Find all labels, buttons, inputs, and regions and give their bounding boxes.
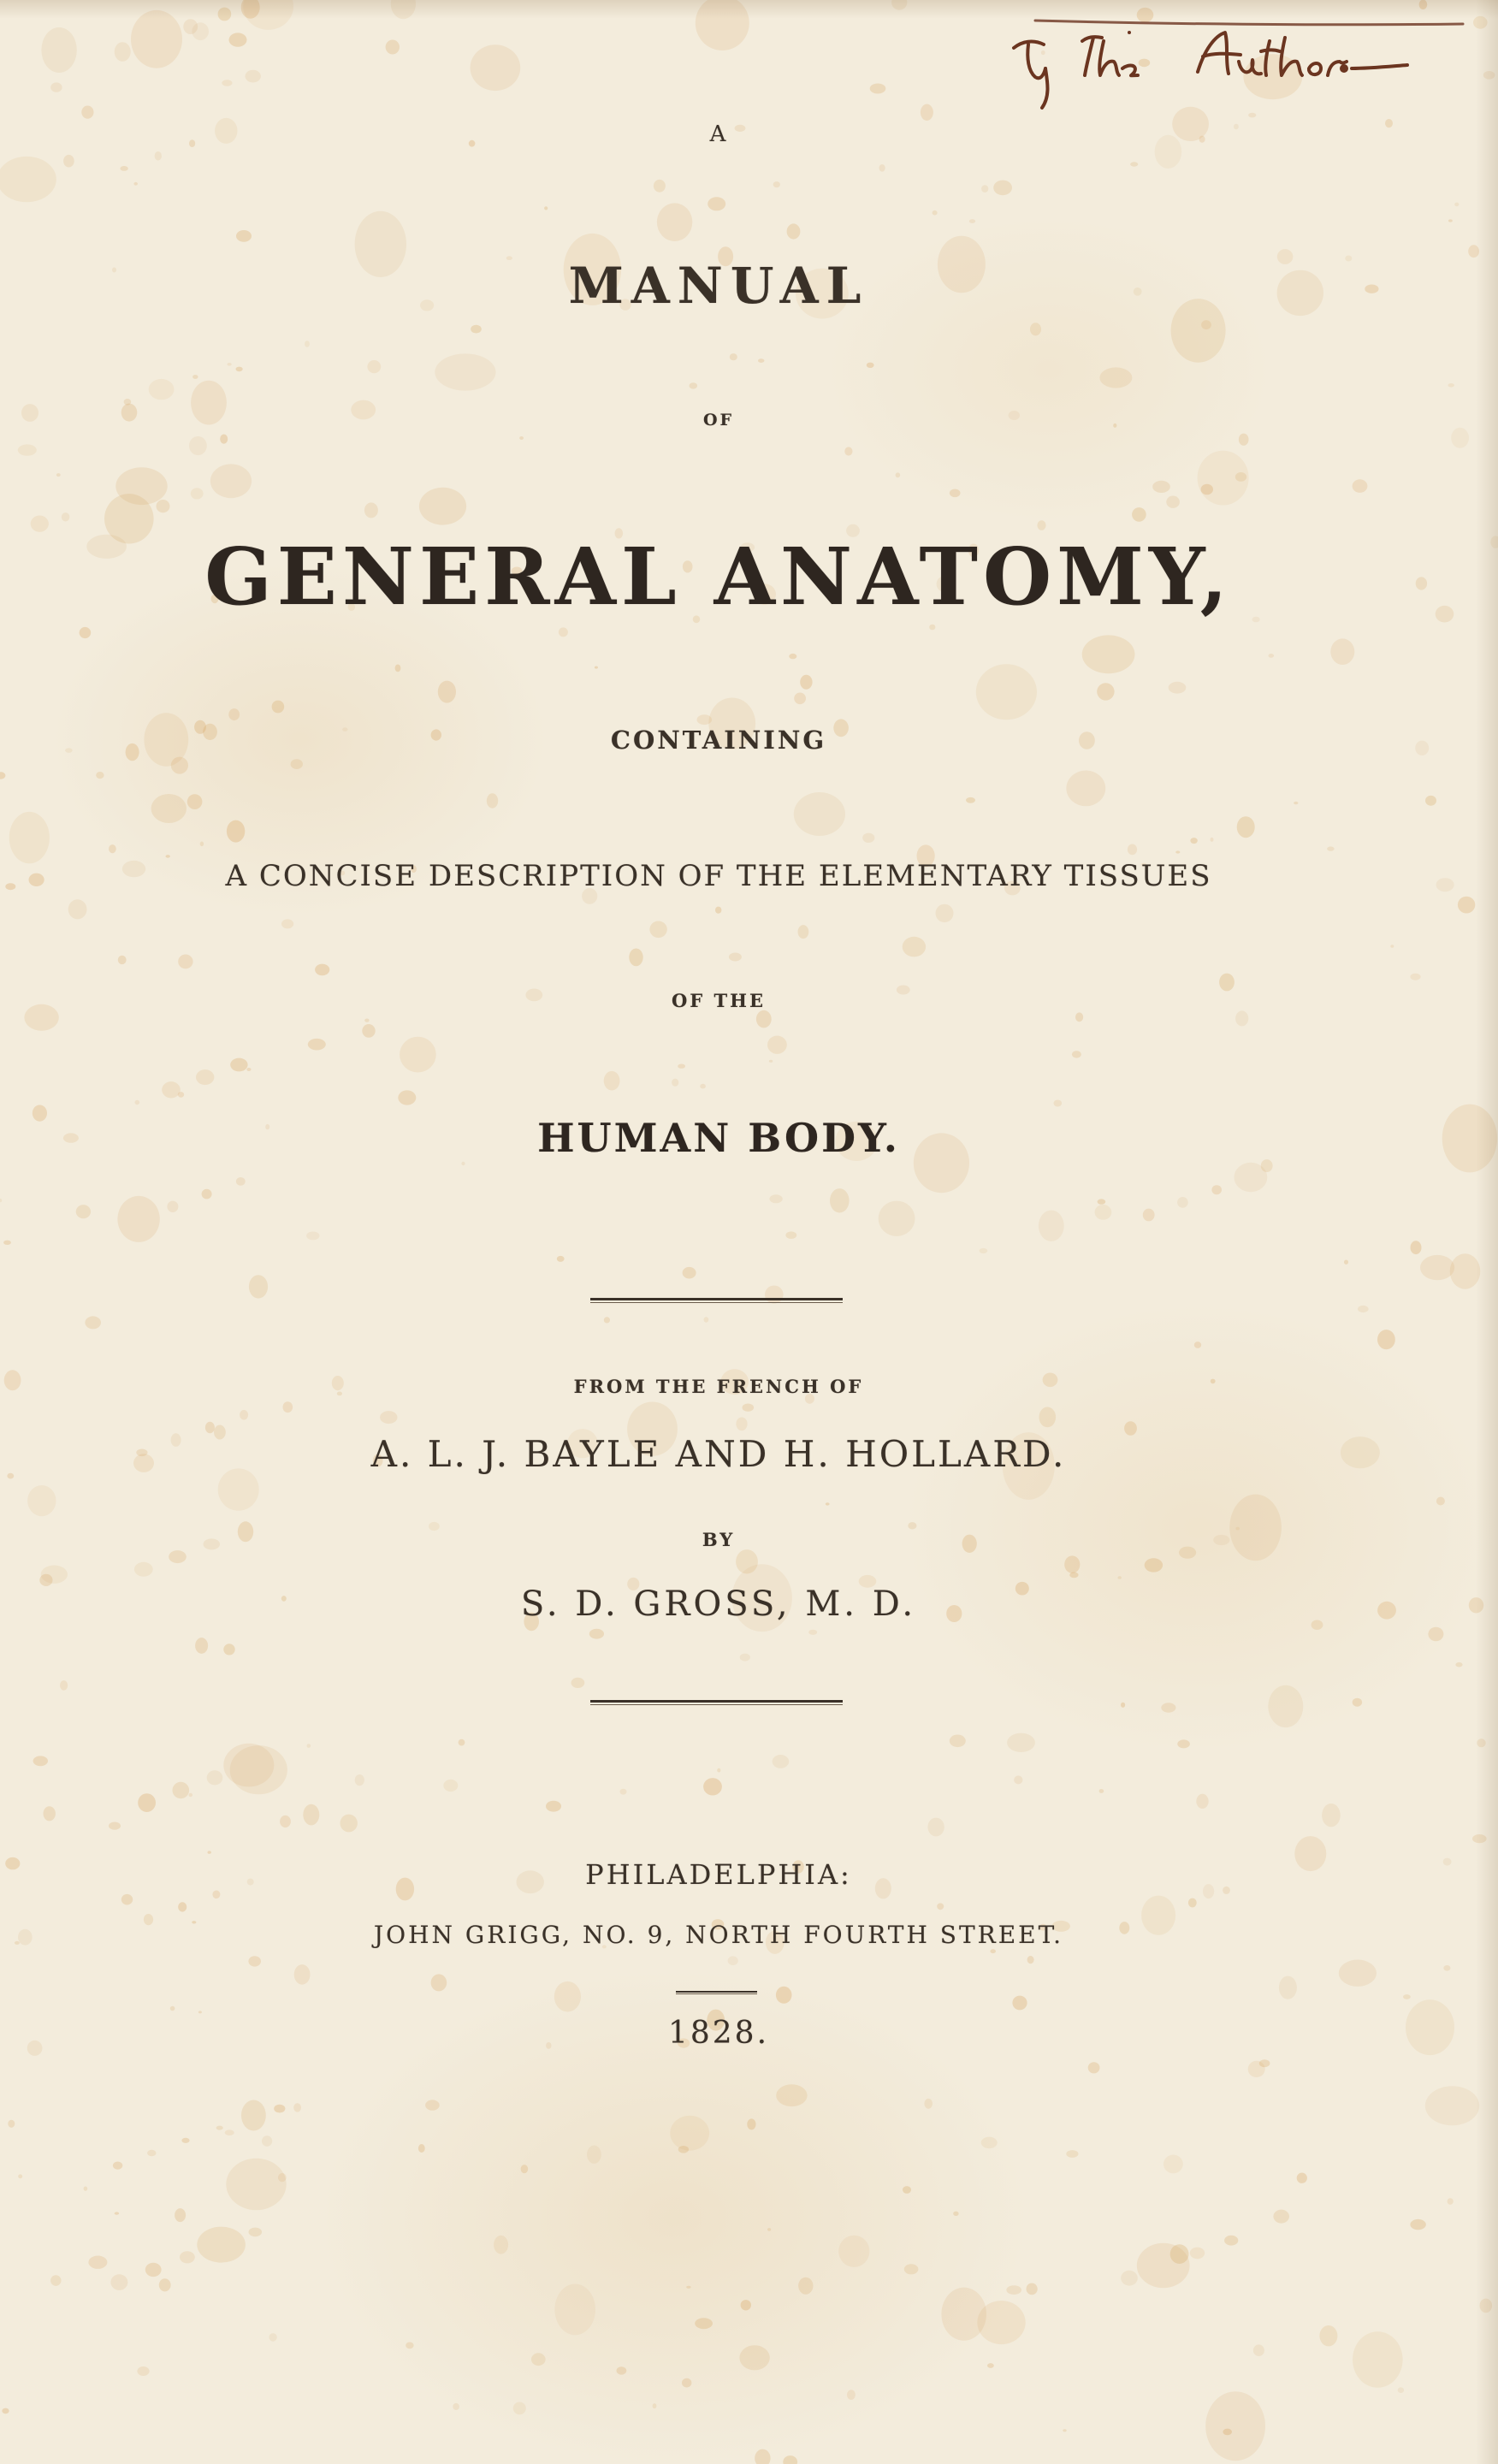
- page-edge-shadow: [1476, 0, 1498, 2464]
- title-article: A: [709, 121, 728, 147]
- ornamental-rule: [590, 1700, 843, 1705]
- subject-line: HUMAN BODY.: [537, 1115, 900, 1161]
- description-line: A CONCISE DESCRIPTION OF THE ELEMENTARY TISSUES: [225, 859, 1212, 893]
- imprint-city: PHILADELPHIA:: [585, 1858, 852, 1891]
- by-line: BY: [702, 1529, 736, 1550]
- containing-line: CONTAINING: [610, 726, 827, 755]
- of-the-line: OF THE: [672, 990, 766, 1011]
- title-manual: MANUAL: [568, 257, 869, 315]
- short-rule: [676, 1991, 757, 1994]
- handwritten-inscription: [984, 7, 1497, 127]
- ornamental-rule: [590, 1298, 843, 1303]
- translator-line: S. D. GROSS, M. D.: [520, 1584, 917, 1624]
- title-of: OF: [702, 411, 735, 429]
- imprint-publisher: JOHN GRIGG, NO. 9, NORTH FOURTH STREET.: [373, 1921, 1064, 1949]
- from-french-line: FROM THE FRENCH OF: [573, 1376, 864, 1397]
- main-title: GENERAL ANATOMY,: [204, 530, 1233, 623]
- imprint-year: 1828.: [667, 2016, 770, 2051]
- authors-line: A. L. J. BAYLE AND H. HOLLARD.: [370, 1433, 1067, 1475]
